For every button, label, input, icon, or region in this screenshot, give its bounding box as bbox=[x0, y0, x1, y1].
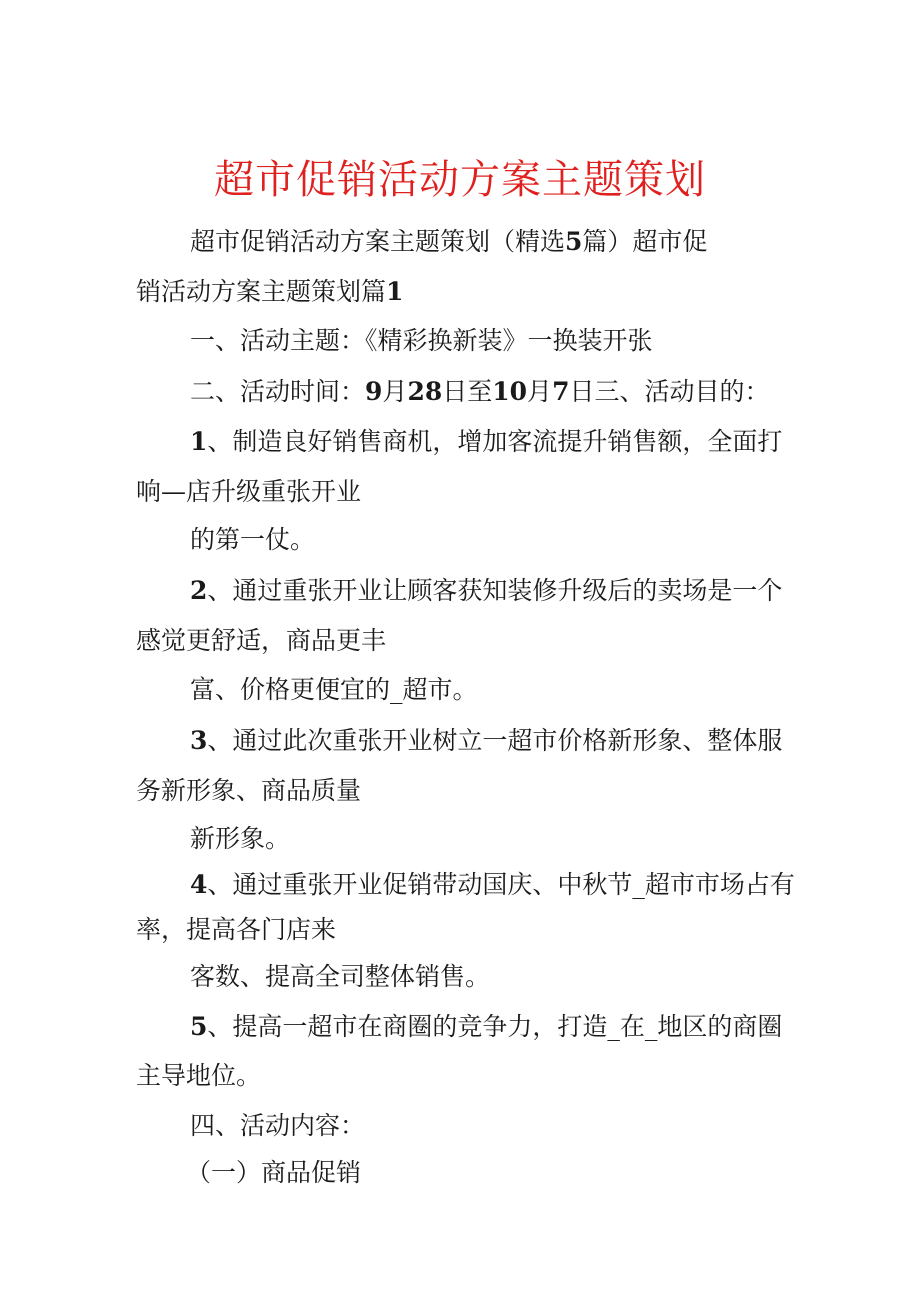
content-heading: 四、活动内容： bbox=[190, 1111, 366, 1140]
goal-2-line-2: 感觉更舒适，商品更丰 bbox=[136, 626, 387, 655]
theme-line: 一、活动主题：《精彩换新装》一换装开张 bbox=[190, 326, 653, 355]
goal-5-line-2: 主导地位。 bbox=[136, 1061, 262, 1090]
goal-1-line-3: 的第一仗。 bbox=[190, 525, 316, 554]
goal-4-line-1: 4、通过重张开业促销带动国庆、中秋节_超市市场占有 bbox=[190, 870, 795, 899]
goal-3-line-1: 3、通过此次重张开业树立一超市价格新形象、整体服 bbox=[190, 726, 783, 755]
time-line: 二、活动时间：9月28日至10月7日三、活动目的： bbox=[190, 377, 770, 406]
document-title: 超市促销活动方案主题策划 bbox=[214, 157, 706, 203]
goal-1-line-1: 1、制造良好销售商机，增加客流提升销售额，全面打 bbox=[190, 427, 783, 456]
goal-4-line-3: 客数、提高全司整体销售。 bbox=[190, 962, 491, 991]
goal-3-line-2: 务新形象、商品质量 bbox=[136, 776, 362, 805]
goal-4-line-2: 率，提高各门店来 bbox=[136, 915, 337, 944]
goal-2-line-1: 2、通过重张开业让顾客获知装修升级后的卖场是一个 bbox=[190, 576, 783, 605]
intro-line-1: 超市促销活动方案主题策划（精选5篇）超市促 bbox=[190, 227, 708, 256]
goal-3-line-3: 新形象。 bbox=[190, 824, 291, 853]
goal-1-line-2: 响—店升级重张开业 bbox=[136, 477, 362, 506]
goal-5-line-1: 5、提高一超市在商圈的竞争力，打造_在_地区的商圈 bbox=[190, 1012, 783, 1041]
intro-line-2: 销活动方案主题策划篇1 bbox=[136, 277, 404, 306]
goal-2-line-3: 富、价格更便宜的_超市。 bbox=[190, 675, 478, 704]
content-subheading: （一）商品促销 bbox=[186, 1158, 362, 1187]
